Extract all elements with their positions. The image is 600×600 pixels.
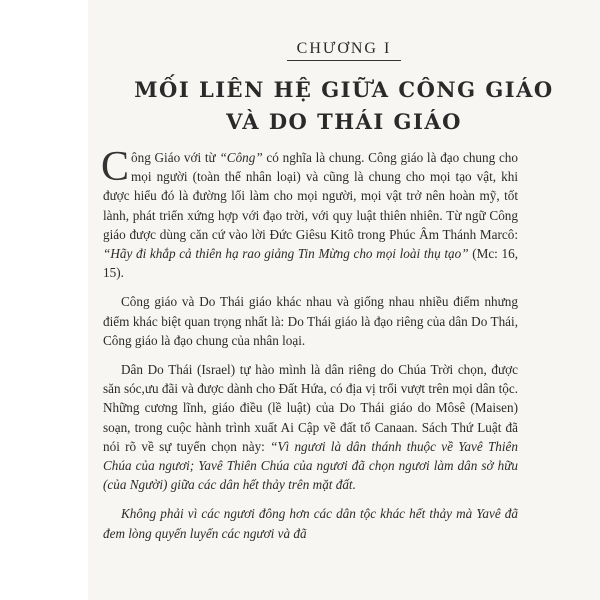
title-line-1: MỐI LIÊN HỆ GIỮA CÔNG GIÁO xyxy=(134,77,554,102)
p3-scripture-quote: “Vì ngươi là dân thánh thuộc về Yavê Thiên Chúa của ngươi; Yavê Thiên Chúa của ngươi đã chọn ngươi làm dân sở hữu (của Người) giữa các dân hết thảy trên mặt đất. xyxy=(103,438,518,493)
paragraph-4: Không phải vì các ngươi đông hơn các dân tộc khác hết thảy mà Yavê đã đem lòng quyến luyến các ngươi và đã xyxy=(103,506,518,541)
chapter-title xyxy=(88,74,600,138)
p1-text-a: ông Giáo với từ xyxy=(131,150,220,165)
p1-gospel-quote: “Hãy đi khắp cả thiên hạ rao giảng Tin Mừng cho mọi loài thụ tạo” xyxy=(103,246,469,262)
p1-text-c: có nghĩa là chung. Công giáo là đạo chung cho mọi người (toàn thể nhân loại) và cũng là chung cho mọi tạo vật, khi được hiểu đó là đường lối làm cho mọi người, mọi vật trở nên hoàn mỹ, tốt lành, phát triển xứng hợp với đạo trời, với quy luật thiên nhiên. Từ ngữ Công giáo được dùng căn cứ vào lời Đức Giêsu Kitô trong Phúc Âm Thánh Marcô: xyxy=(103,150,518,242)
body-text xyxy=(101,144,518,553)
paragraph-1 xyxy=(101,144,518,282)
paragraph-2: Công giáo và Do Thái giáo khác nhau và giống nhau nhiều điểm nhưng điểm khác biệt quan trọng nhất là: Do Thái giáo là đạo riêng của dân Do Thái, Công giáo là đạo chung của nhân loại. xyxy=(103,294,518,348)
chapter-label: CHƯƠNG I xyxy=(287,40,402,61)
chapter-heading xyxy=(88,40,600,61)
p3-text-a: Dân Do Thái (Israel) tự hào mình là dân riêng do Chúa Trời chọn, được săn sóc,ưu đãi và được dành cho Đất Hứa, có địa vị trổi vượt trên mọi dân tộc. Những cương lĩnh, giáo điều (lề luật) của Do Thái giáo do Môsê (Maisen) soạn, trong cuộc hành trình xuất Ai Cập về đất tổ Canaan. Sách Thứ Luật đã nói rõ về sự tuyển chọn này: xyxy=(103,362,518,454)
p1-quote-cong: “Công” xyxy=(219,150,263,165)
drop-cap: C xyxy=(101,144,130,190)
title-line-2: VÀ DO THÁI GIÁO xyxy=(226,109,462,134)
p1-citation: (Mc: 16, 15). xyxy=(103,246,518,281)
paragraph-3 xyxy=(103,360,518,494)
book-page xyxy=(88,0,600,600)
